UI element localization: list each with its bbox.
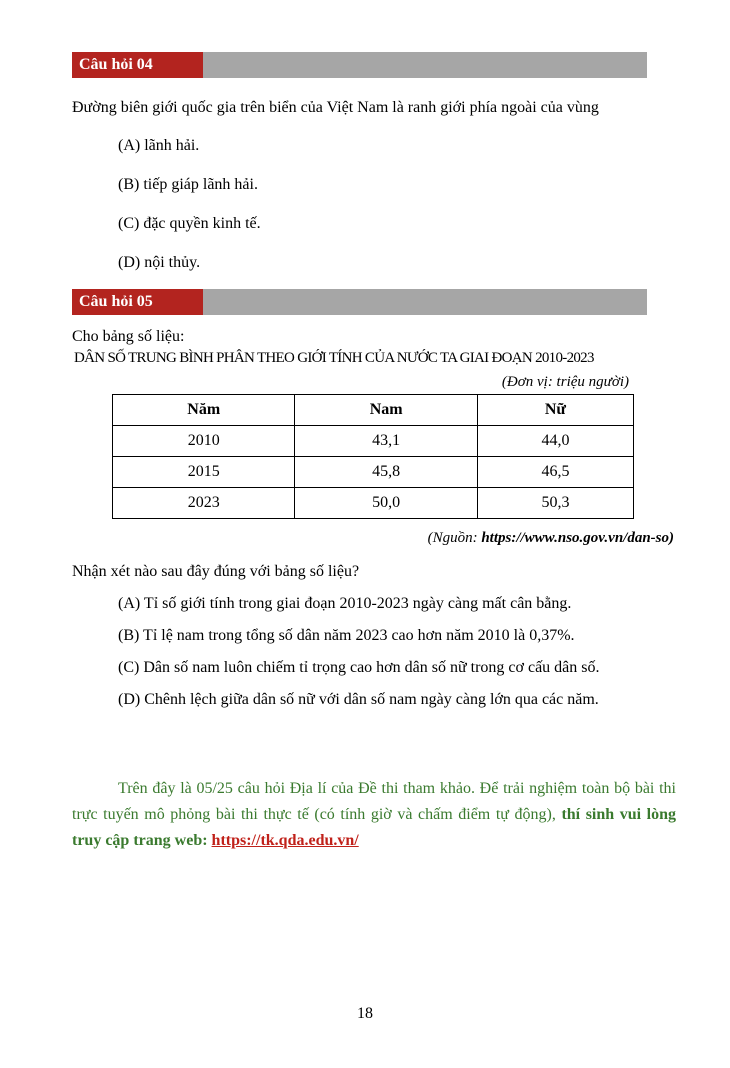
question-05-header xyxy=(72,289,647,315)
cell-female: 46,5 xyxy=(477,457,633,488)
q5-option-c: (C) Dân số nam luôn chiếm tỉ trọng cao hơn dân số nữ trong cơ cấu dân số. xyxy=(118,659,600,676)
cell-male: 45,8 xyxy=(295,457,477,488)
question-05-intro: Cho bảng số liệu: xyxy=(72,328,185,345)
cell-male: 50,0 xyxy=(295,488,477,519)
table-title: DÂN SỐ TRUNG BÌNH PHÂN THEO GIỚI TÍNH CỦA NƯỚC TA GIAI ĐOẠN 2010-2023 xyxy=(74,350,594,366)
cell-year: 2023 xyxy=(113,488,295,519)
table-header-row xyxy=(113,395,634,426)
cell-female: 44,0 xyxy=(477,426,633,457)
q4-option-d: (D) nội thủy. xyxy=(118,254,201,271)
population-table xyxy=(112,394,634,519)
q5-option-a: (A) Tỉ số giới tính trong giai đoạn 2010-2023 ngày càng mất cân bằng. xyxy=(118,595,572,612)
exam-link[interactable]: https://tk.qda.edu.vn/ xyxy=(211,832,359,849)
q4-option-c: (C) đặc quyền kinh tế. xyxy=(118,215,261,232)
source-url: https://www.nso.gov.vn/dan-so) xyxy=(481,530,674,546)
note-text: Trên đây là 05/25 câu hỏi Địa lí của Đề thi tham khảo. Để trải nghiệm toàn bộ bài thi trực tuyến mô phỏng bài thi thực tế (có tính giờ và chấm điểm tự động), xyxy=(72,780,676,823)
table-row xyxy=(113,426,634,457)
table-row xyxy=(113,457,634,488)
page-number: 18 xyxy=(357,1005,373,1022)
table-source xyxy=(428,530,674,547)
note-strong: thí sinh vui lòng truy cập trang web: xyxy=(72,806,677,849)
closing-note xyxy=(72,776,676,854)
q5-option-b: (B) Tỉ lệ nam trong tổng số dân năm 2023 cao hơn năm 2010 là 0,37%. xyxy=(118,627,575,644)
question-05-text: Nhận xét nào sau đây đúng với bảng số liệu? xyxy=(72,563,360,580)
table-unit: (Đơn vị: triệu người) xyxy=(501,374,629,390)
cell-female: 50,3 xyxy=(477,488,633,519)
q4-option-a: (A) lãnh hải. xyxy=(118,137,200,154)
q4-option-b: (B) tiếp giáp lãnh hải. xyxy=(118,176,258,193)
question-05-label: Câu hỏi 05 xyxy=(72,289,203,315)
question-04-text: Đường biên giới quốc gia trên biển của Việt Nam là ranh giới phía ngoài của vùng xyxy=(72,99,599,116)
cell-year: 2010 xyxy=(113,426,295,457)
header-female: Nữ xyxy=(477,395,633,426)
header-year: Năm xyxy=(113,395,295,426)
cell-male: 43,1 xyxy=(295,426,477,457)
table-row xyxy=(113,488,634,519)
header-male: Nam xyxy=(295,395,477,426)
source-prefix: (Nguồn: xyxy=(427,530,482,546)
question-04-label: Câu hỏi 04 xyxy=(72,52,203,78)
q5-option-d: (D) Chênh lệch giữa dân số nữ với dân số nam ngày càng lớn qua các năm. xyxy=(118,691,599,708)
cell-year: 2015 xyxy=(113,457,295,488)
question-04-header xyxy=(72,52,647,78)
